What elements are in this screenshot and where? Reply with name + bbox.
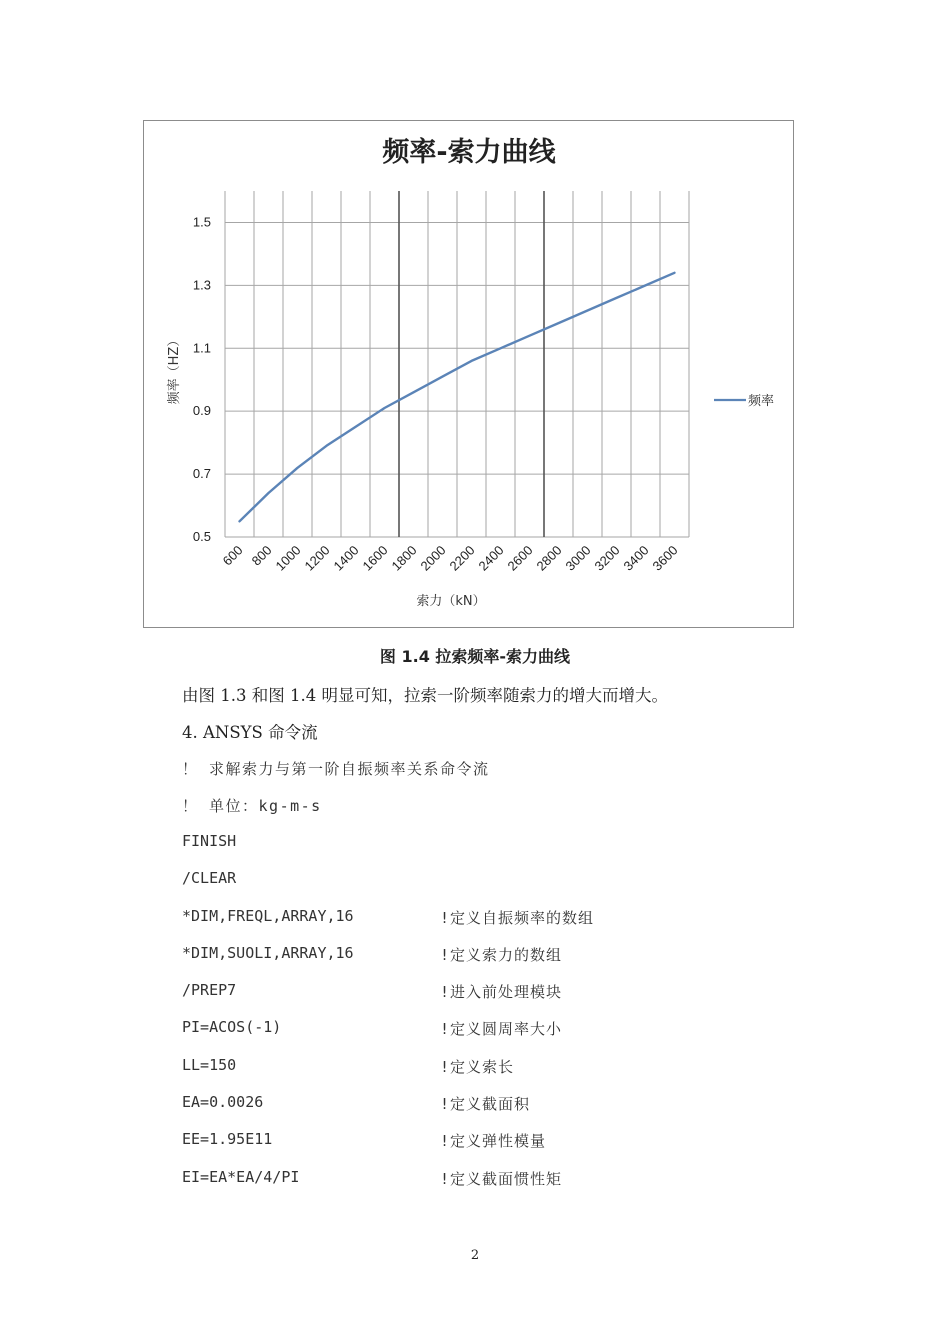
- x-tick-label: 2800: [533, 542, 565, 574]
- x-tick-labels: [220, 543, 681, 574]
- y-tick-label: 0.9: [192, 403, 211, 419]
- y-tick-labels: [193, 214, 211, 544]
- figure-caption: 图 1.4 拉索频率-索力曲线: [379, 647, 571, 666]
- grid-layer: [225, 191, 689, 537]
- code-line: LL=150: [182, 1056, 237, 1074]
- y-tick-label: 0.7: [192, 466, 211, 482]
- y-tick-label: 0.5: [192, 529, 211, 544]
- x-tick-label: 800: [248, 542, 275, 569]
- x-axis-title: 索力（kN）: [416, 594, 486, 609]
- x-tick-label: 1400: [330, 542, 362, 574]
- x-tick-label: 1200: [301, 542, 333, 574]
- comment-line: ！ 单位：kg-m-s: [182, 797, 322, 815]
- comment-line: ！ 求解索力与第一阶自振频率关系命令流: [182, 760, 490, 778]
- x-tick-label: 1000: [272, 542, 304, 574]
- code-line: *DIM,FREQL,ARRAY,16: [182, 907, 354, 925]
- x-tick-label: 600: [219, 542, 246, 569]
- code-line: PI=ACOS(-1): [182, 1018, 282, 1036]
- code-line: EI=EA*EA/4/PI: [182, 1168, 300, 1186]
- section-heading: 4. ANSYS 命令流: [182, 723, 318, 742]
- x-tick-label: 3400: [620, 542, 652, 574]
- code-comment: !进入前处理模块: [440, 983, 563, 1001]
- code-line: /CLEAR: [182, 869, 237, 887]
- code-comment: !定义截面积: [440, 1095, 531, 1113]
- x-tick-label: 1600: [359, 542, 391, 574]
- x-tick-label: 2000: [417, 542, 449, 574]
- y-tick-label: 1.1: [192, 340, 211, 356]
- code-comment: !定义圆周率大小: [440, 1020, 563, 1038]
- code-line: *DIM,SUOLI,ARRAY,16: [182, 944, 354, 962]
- x-tick-label: 2400: [475, 542, 507, 574]
- frequency-tension-chart: [144, 121, 795, 629]
- x-tick-label: 3600: [649, 542, 681, 574]
- y-tick-label: 1.5: [192, 214, 211, 230]
- legend-label: 频率: [748, 394, 775, 409]
- code-line: /PREP7: [182, 981, 237, 999]
- code-comment: !定义索长: [440, 1058, 515, 1076]
- legend: [714, 393, 774, 409]
- y-tick-label: 1.3: [192, 277, 211, 293]
- x-tick-label: 1800: [388, 542, 420, 574]
- chart-container: [143, 120, 794, 628]
- x-tick-label: 3000: [562, 542, 594, 574]
- x-tick-label: 2200: [446, 542, 478, 574]
- code-comment: !定义弹性模量: [440, 1132, 547, 1150]
- code-line: EE=1.95E11: [182, 1130, 273, 1148]
- code-line: EA=0.0026: [182, 1093, 264, 1111]
- code-line: FINISH: [182, 832, 237, 850]
- paragraph: 由图 1.3 和图 1.4 明显可知，拉索一阶频率随索力的增大而增大。: [182, 686, 668, 705]
- code-comment: !定义自振频率的数组: [440, 909, 595, 927]
- x-tick-label: 2600: [504, 542, 536, 574]
- chart-title: 频率-索力曲线: [382, 137, 556, 168]
- x-tick-label: 3200: [591, 542, 623, 574]
- code-comment: !定义截面惯性矩: [440, 1170, 563, 1188]
- code-comment: !定义索力的数组: [440, 946, 563, 964]
- page-number: 2: [470, 1248, 480, 1263]
- y-axis-title: 频率（HZ）: [167, 333, 182, 405]
